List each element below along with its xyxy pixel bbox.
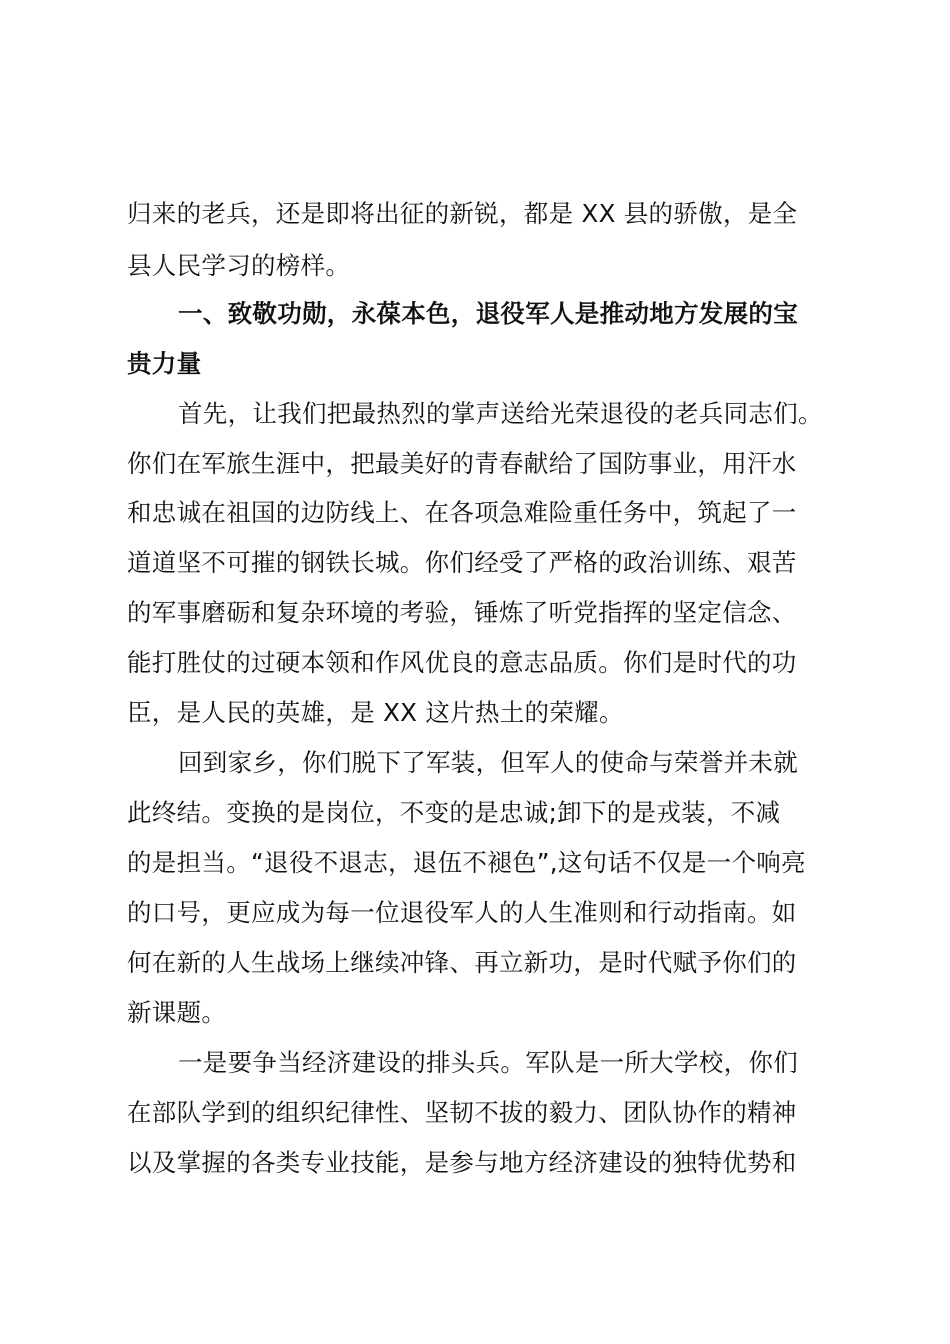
text-line: 在部队学到的组织纪律性、坚韧不拔的毅力、团队协作的精神 (127, 1098, 797, 1127)
text-line: 的军事磨砺和复杂环境的考验，锤炼了听党指挥的坚定信念、 (127, 598, 797, 627)
text-line: 归来的老兵，还是即将出征的新锐，都是 XX 县的骄傲，是全 (127, 199, 798, 228)
text-line: 道道坚不可摧的钢铁长城。你们经受了严格的政治训练、艰苦 (127, 548, 797, 577)
text-line: 的是担当。“退役不退志，退伍不褪色”,这句话不仅是一个响亮 (127, 848, 806, 877)
text-line: 臣，是人民的英雄，是 XX 这片热土的荣耀。 (127, 698, 624, 727)
text-line: 和忠诚在祖国的边防线上、在各项急难险重任务中，筑起了一 (127, 498, 797, 527)
text-line: 此终结。变换的是岗位，不变的是忠诚;卸下的是戎装，不减 (127, 798, 781, 827)
text-line: 首先，让我们把最热烈的掌声送给光荣退役的老兵同志们。 (178, 399, 823, 428)
text-line: 的口号，更应成为每一位退役军人的人生准则和行动指南。如 (127, 898, 797, 927)
text-line: 回到家乡，你们脱下了军装，但军人的使命与荣誉并未就 (178, 748, 798, 777)
text-line: 以及掌握的各类专业技能，是参与地方经济建设的独特优势和 (127, 1148, 797, 1177)
text-line: 你们在军旅生涯中，把最美好的青春献给了国防事业，用汗水 (127, 449, 797, 478)
section-heading: 一、致敬功勋，永葆本色，退役军人是推动地方发展的宝 (178, 299, 798, 328)
text-line: 何在新的人生战场上继续冲锋、再立新功，是时代赋予你们的 (127, 948, 797, 977)
text-line: 能打胜仗的过硬本领和作风优良的意志品质。你们是时代的功 (127, 648, 797, 677)
text-line: 一是要争当经济建设的排头兵。军队是一所大学校，你们 (178, 1048, 798, 1077)
text-line: 新课题。 (127, 998, 227, 1027)
section-heading: 贵力量 (127, 349, 202, 378)
text-line: 县人民学习的榜样。 (127, 251, 351, 280)
